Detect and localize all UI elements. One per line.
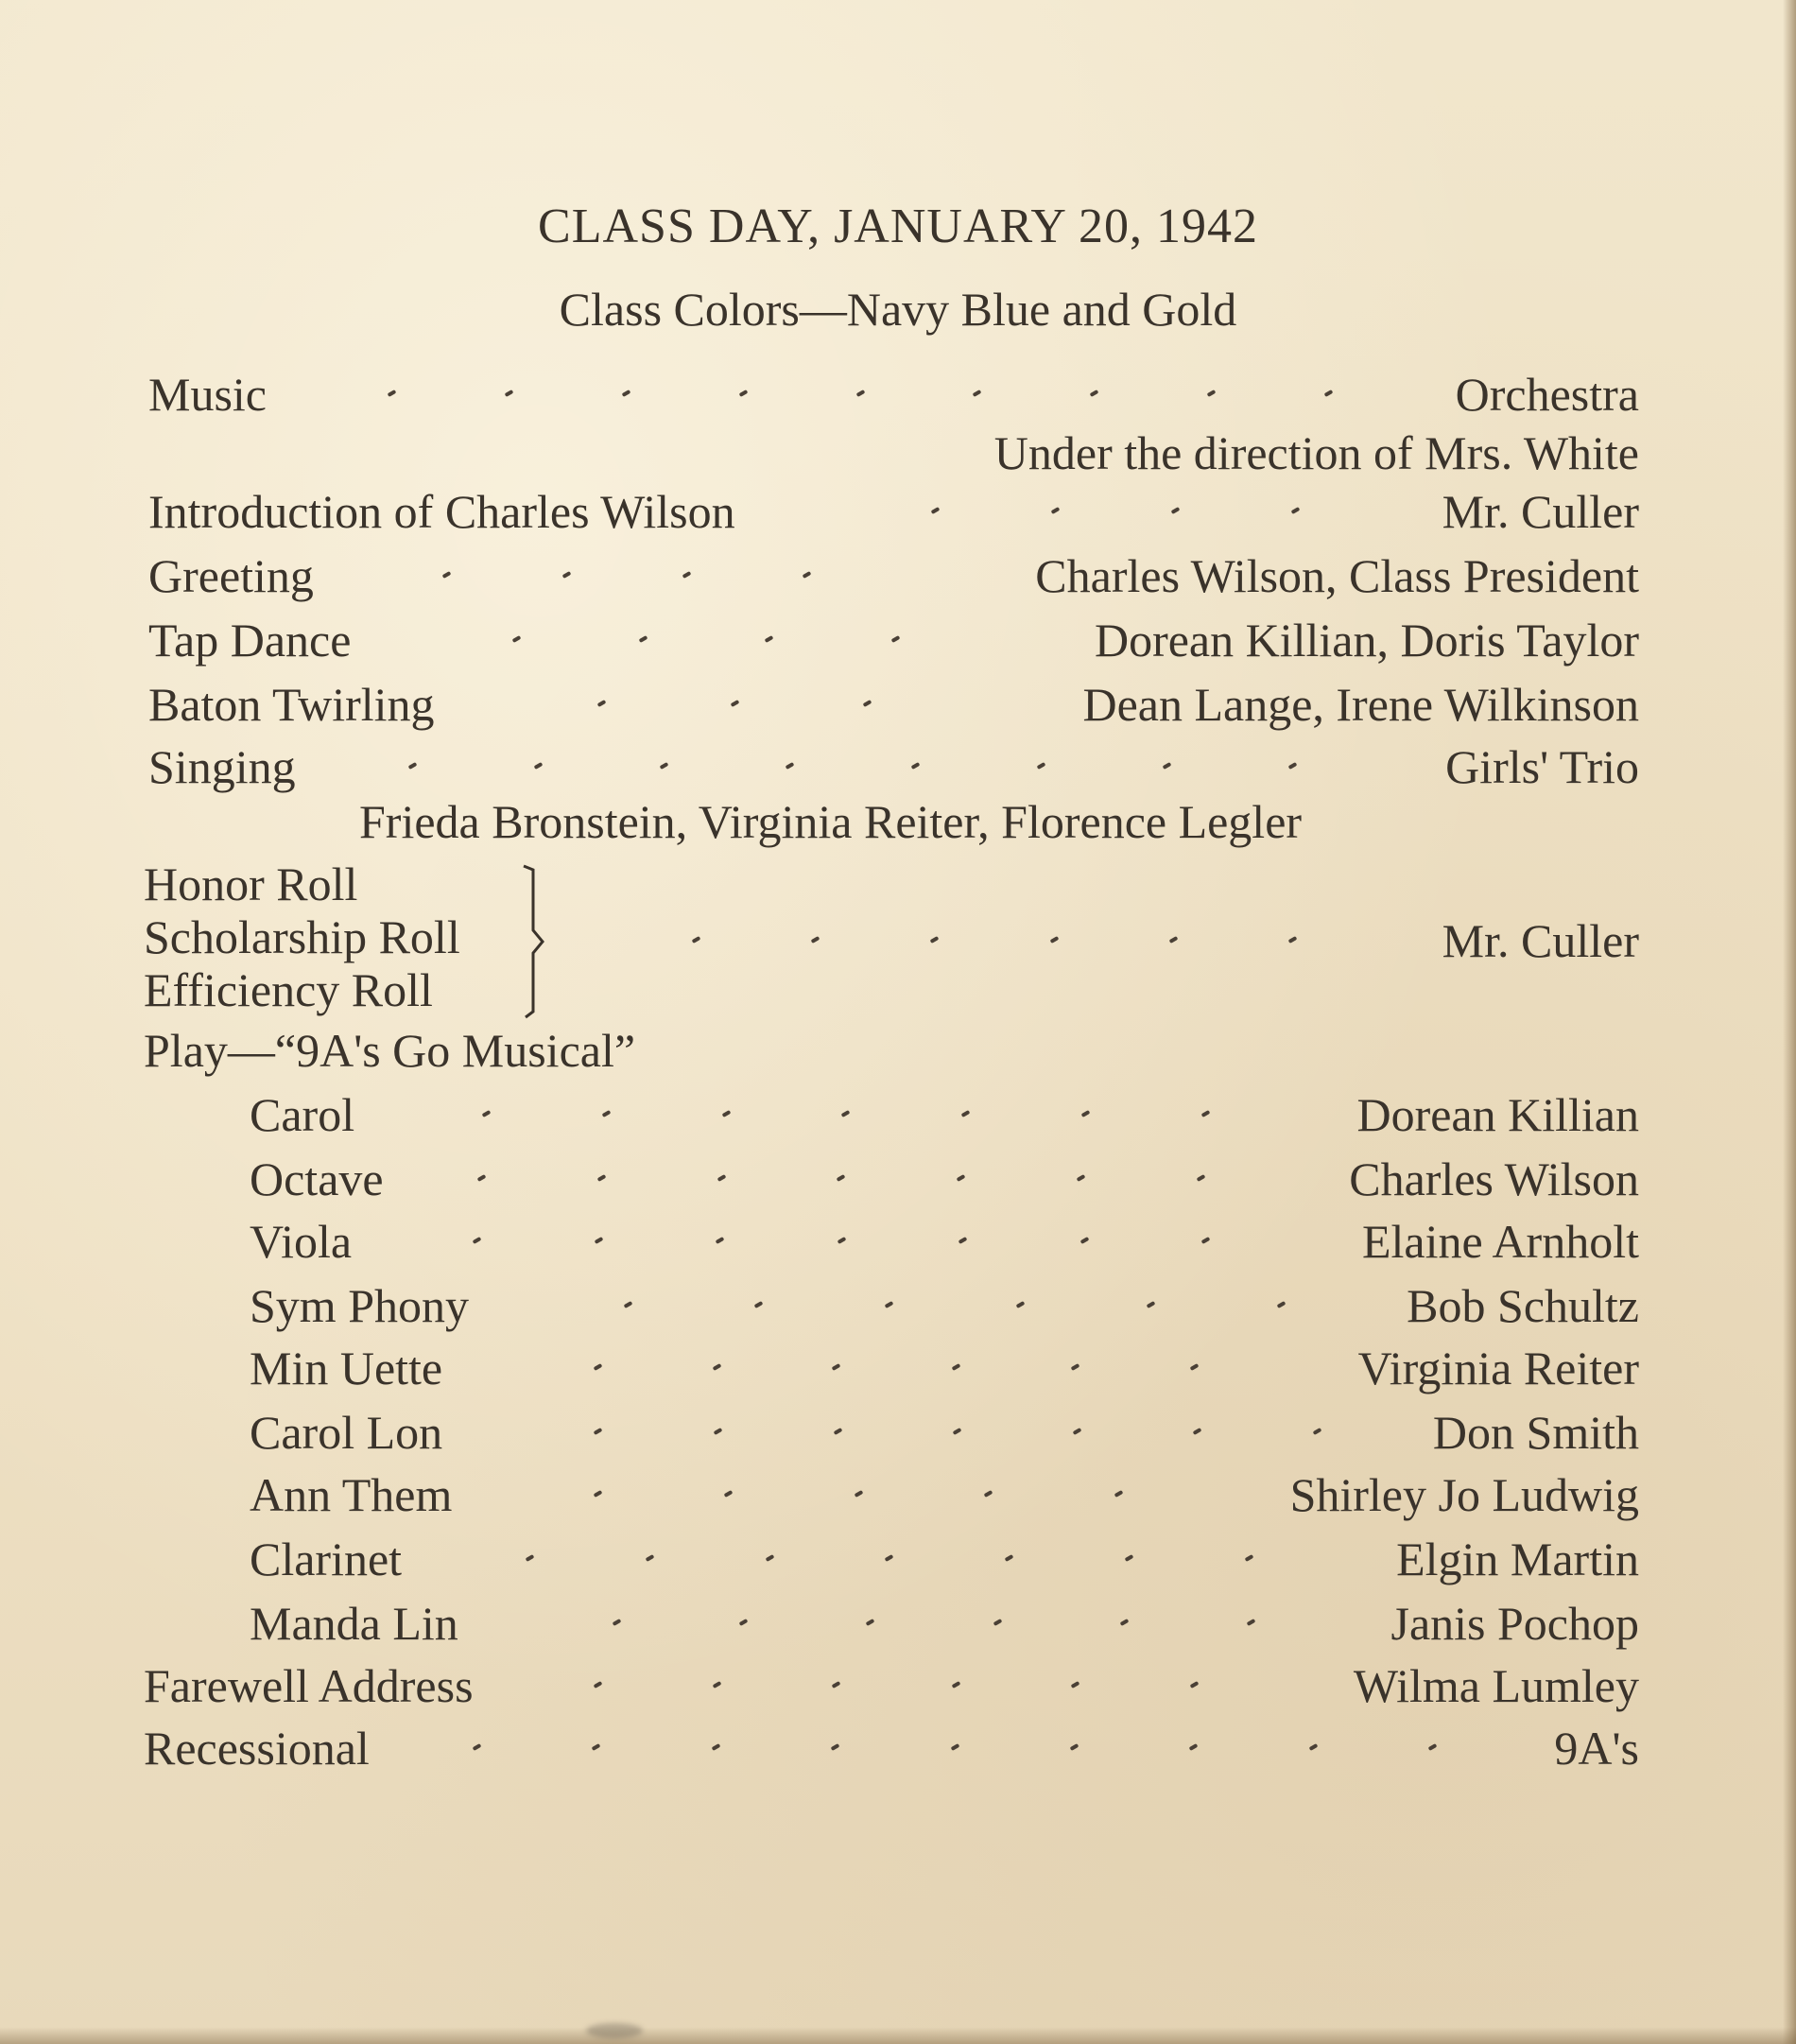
item-performer: 9A's [1554, 1722, 1639, 1775]
cast-actor: Virginia Reiter [1357, 1342, 1639, 1394]
leader-dot [717, 1174, 726, 1182]
leader-dot [841, 1110, 851, 1117]
leader-dot [1193, 1428, 1202, 1435]
leader-dots [692, 938, 1297, 942]
program-item-tap-dance [0, 613, 1796, 673]
leader-dot [993, 1619, 1002, 1626]
item-performer: Girls' Trio [1445, 740, 1639, 793]
leader-dots [526, 1556, 1253, 1560]
leader-dot [855, 390, 865, 397]
leader-dot [660, 762, 669, 770]
girls-trio-names: Frieda Bronstein, Virginia Reiter, Florence Legler [359, 795, 1303, 848]
leader-dots [594, 1429, 1321, 1433]
leader-dot [1197, 1174, 1206, 1182]
leader-dot [713, 1363, 722, 1371]
item-label: Singing [148, 740, 296, 793]
item-label: Tap Dance [148, 614, 352, 667]
leader-dots [477, 1176, 1205, 1180]
item-label: Music [148, 368, 267, 421]
leader-dot [1070, 1363, 1079, 1371]
item-label: Farewell Address [144, 1659, 474, 1712]
leader-dot [1207, 390, 1217, 397]
cast-actor: Elgin Martin [1396, 1533, 1639, 1585]
cast-role: Ann Them [250, 1468, 453, 1521]
leader-dot [721, 1110, 731, 1117]
leader-dot [408, 762, 418, 770]
leader-dot [534, 762, 544, 770]
leader-dot [713, 1428, 722, 1435]
leader-dot [482, 1110, 492, 1117]
leader-dot [1077, 1174, 1086, 1182]
item-label: Baton Twirling [148, 678, 435, 731]
leader-dot [863, 700, 872, 707]
cast-role: Octave [250, 1152, 384, 1205]
cast-row [0, 1214, 1796, 1274]
scholarship-roll-label: Scholarship Roll [144, 910, 460, 963]
leader-dot [594, 1363, 603, 1371]
leader-dot [621, 390, 630, 397]
leader-dots [594, 1492, 1123, 1496]
leader-dot [1037, 762, 1046, 770]
leader-dot [831, 1743, 840, 1751]
leader-dot [1090, 390, 1099, 397]
item-label: Greeting [148, 549, 314, 602]
cast-row [0, 1532, 1796, 1592]
leader-dot [958, 1237, 968, 1244]
leader-dot [1308, 1743, 1318, 1751]
leader-dot [803, 571, 812, 579]
leader-dot [592, 1743, 601, 1751]
leader-dots [613, 1620, 1255, 1624]
leader-dot [1247, 1619, 1256, 1626]
leader-dot [738, 390, 748, 397]
item-performer: Dean Lange, Irene Wilkinson [1082, 678, 1639, 731]
cast-actor: Charles Wilson [1349, 1152, 1639, 1205]
leader-dot [1190, 1681, 1200, 1689]
cast-role: Clarinet [250, 1533, 403, 1585]
leader-dot [682, 571, 692, 579]
leader-dot [786, 762, 795, 770]
leader-dots [597, 702, 872, 705]
leader-dot [1146, 1301, 1155, 1308]
leader-dots [931, 509, 1300, 512]
leader-dot [716, 1237, 725, 1244]
item-performer: Mr. Culler [1442, 914, 1639, 967]
leader-dot [1005, 1554, 1014, 1562]
leader-dot [953, 1428, 962, 1435]
leader-dot [711, 1743, 720, 1751]
leader-dot [832, 1363, 841, 1371]
leader-dot [442, 571, 452, 579]
leader-dot [388, 390, 397, 397]
leader-dot [984, 1490, 993, 1498]
leader-dot [885, 1554, 894, 1562]
leader-dot [594, 1681, 603, 1689]
cast-actor: Elaine Arnholt [1362, 1215, 1639, 1268]
leader-dots [473, 1745, 1437, 1749]
leader-dot [891, 635, 901, 643]
leader-dot [1114, 1490, 1124, 1498]
leader-dot [1201, 1237, 1211, 1244]
leader-dot [713, 1681, 722, 1689]
leader-dot [1070, 1681, 1079, 1689]
leader-dot [562, 571, 572, 579]
leader-dot [473, 1237, 482, 1244]
leader-dot [594, 1237, 603, 1244]
ink-smudge [586, 2023, 643, 2038]
program-item-farewell [0, 1658, 1796, 1719]
cast-row [0, 1152, 1796, 1212]
cast-row [0, 1278, 1796, 1339]
leader-dot [1163, 762, 1172, 770]
cast-actor: Dorean Killian [1356, 1088, 1639, 1141]
leader-dot [833, 1428, 842, 1435]
leader-dot [1015, 1301, 1025, 1308]
cast-role: Min Uette [250, 1342, 443, 1394]
program-item-singing [0, 739, 1796, 800]
leader-dot [473, 1743, 482, 1751]
leader-dot [594, 1490, 603, 1498]
leader-dot [866, 1619, 875, 1626]
cast-role: Carol Lon [250, 1406, 443, 1459]
leader-dot [1189, 1743, 1199, 1751]
leader-dot [765, 1554, 774, 1562]
leader-dot [1277, 1301, 1287, 1308]
program-item-recessional [0, 1721, 1796, 1781]
class-colors: Class Colors—Navy Blue and Gold [559, 283, 1237, 336]
cast-actor: Don Smith [1432, 1406, 1639, 1459]
cast-role: Manda Lin [250, 1597, 458, 1650]
leader-dots [512, 637, 900, 641]
program-item-baton-twirling [0, 677, 1796, 737]
leader-dot [951, 1363, 960, 1371]
leader-dot [930, 936, 940, 944]
leader-dot [1069, 1743, 1079, 1751]
leader-dot [596, 1174, 606, 1182]
item-performer: Wilma Lumley [1353, 1659, 1639, 1712]
leader-dot [1324, 390, 1334, 397]
leader-dots [442, 573, 811, 577]
leader-dot [754, 1301, 764, 1308]
leader-dot [1288, 762, 1298, 770]
leader-dot [739, 1619, 749, 1626]
item-label: Recessional [144, 1722, 370, 1775]
leader-dot [1190, 1363, 1200, 1371]
leader-dot [692, 936, 701, 944]
leader-dot [1125, 1554, 1134, 1562]
leader-dot [1073, 1428, 1082, 1435]
leader-dot [832, 1681, 841, 1689]
music-direction: Under the direction of Mrs. White [993, 426, 1639, 479]
leader-dot [837, 1237, 846, 1244]
leader-dots [473, 1239, 1210, 1242]
leader-dot [1171, 507, 1181, 514]
leader-dot [885, 1301, 894, 1308]
leader-dot [723, 1490, 733, 1498]
leader-dot [601, 1110, 611, 1117]
leader-dots [594, 1365, 1199, 1369]
leader-dot [973, 390, 982, 397]
leader-dots [388, 391, 1333, 395]
leader-dot [1245, 1554, 1254, 1562]
efficiency-roll-label: Efficiency Roll [144, 963, 433, 1016]
leader-dot [1168, 936, 1178, 944]
leader-dot [512, 635, 522, 643]
leader-dot [854, 1490, 863, 1498]
leader-dot [931, 507, 941, 514]
leader-dot [645, 1554, 654, 1562]
program-item-rolls [0, 913, 1796, 974]
cast-role: Viola [250, 1215, 353, 1268]
leader-dot [1119, 1619, 1129, 1626]
leader-dot [837, 1174, 846, 1182]
leader-dots [594, 1683, 1199, 1687]
leader-dot [950, 1743, 959, 1751]
program-item-greeting [0, 548, 1796, 609]
leader-dot [624, 1301, 633, 1308]
leader-dot [1081, 1110, 1091, 1117]
play-title: Play—“9A's Go Musical” [144, 1024, 636, 1077]
cast-row [0, 1596, 1796, 1656]
leader-dot [477, 1174, 487, 1182]
item-performer: Orchestra [1455, 368, 1639, 421]
leader-dot [765, 635, 774, 643]
leader-dot [951, 1681, 960, 1689]
cast-actor: Bob Schultz [1407, 1279, 1639, 1332]
leader-dot [730, 700, 739, 707]
honor-roll-label: Honor Roll [144, 857, 358, 910]
leader-dot [1313, 1428, 1322, 1435]
leader-dot [911, 762, 921, 770]
item-performer: Dorean Killian, Doris Taylor [1094, 614, 1639, 667]
leader-dot [961, 1110, 971, 1117]
cast-actor: Janis Pochop [1390, 1597, 1639, 1650]
item-label: Introduction of Charles Wilson [148, 485, 735, 538]
leader-dots [482, 1112, 1210, 1116]
leader-dot [597, 700, 607, 707]
cast-row [0, 1405, 1796, 1465]
program-item-introduction [0, 484, 1796, 545]
item-performer: Charles Wilson, Class President [1035, 549, 1639, 602]
cast-actor: Shirley Jo Ludwig [1289, 1468, 1639, 1521]
leader-dots [624, 1303, 1286, 1307]
leader-dot [811, 936, 820, 944]
leader-dot [957, 1174, 966, 1182]
item-performer: Mr. Culler [1442, 485, 1639, 538]
leader-dot [504, 390, 513, 397]
cast-role: Carol [250, 1088, 355, 1141]
paper-edge-bottom [0, 2027, 1796, 2044]
leader-dot [638, 635, 648, 643]
cast-row [0, 1341, 1796, 1401]
leader-dot [1428, 1743, 1438, 1751]
leader-dot [1291, 507, 1301, 514]
program-item-music [0, 367, 1796, 427]
leader-dot [613, 1619, 622, 1626]
leader-dot [1288, 936, 1298, 944]
leader-dots [408, 764, 1297, 768]
leader-dot [1201, 1110, 1211, 1117]
cast-row [0, 1087, 1796, 1148]
leader-dot [594, 1428, 603, 1435]
leader-dot [1049, 936, 1059, 944]
leader-dot [1051, 507, 1061, 514]
cast-role: Sym Phony [250, 1279, 470, 1332]
leader-dot [526, 1554, 535, 1562]
program-title: CLASS DAY, JANUARY 20, 1942 [538, 199, 1258, 253]
leader-dot [1079, 1237, 1089, 1244]
cast-row [0, 1467, 1796, 1528]
